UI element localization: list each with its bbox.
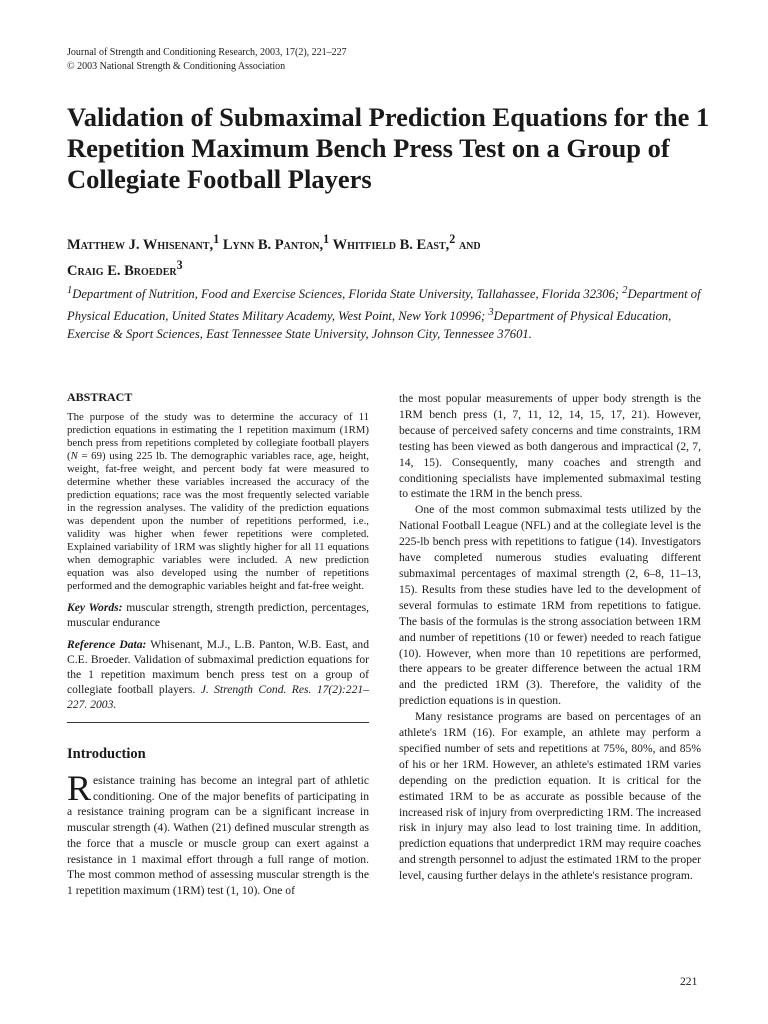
page-number: 221	[680, 975, 698, 988]
abstract-text	[67, 411, 369, 593]
introduction-text	[67, 768, 369, 899]
abstract-text-part: The purpose of the study was to determine the accuracy of 11 prediction equations in estimating the 1 repetition maximum (1RM) bench press from repetitions completed by collegiate football players (	[67, 411, 369, 462]
reference-data-journal: J. Strength Cond. Res. 17(2):221–227. 2003.	[67, 683, 369, 711]
author-affiliation-mark: 1	[323, 232, 330, 246]
affiliation-text: Department of Physical Education, United States Military Academy, West Point, New York 10996;	[67, 287, 701, 324]
affiliation-text: Department of Nutrition, Food and Exercise Sciences, Florida State University, Tallahassee, Florida 32306;	[72, 287, 623, 302]
abstract-heading: ABSTRACT	[67, 390, 133, 404]
section-divider	[67, 722, 369, 723]
author-name: Whitfield B. East,	[329, 236, 450, 253]
reference-data	[67, 637, 369, 712]
abstract-text-part: = 69) using 225 lb. The demographic variables race, age, height, weight, fat-free weight, and percent body fat were measured to determine whether these variables increased the accuracy of the prediction equations; race was the most frequently selected variable in the regression analyses. The validity of the prediction equations was dependent upon the number of repetitions performed, i.e., validity was higher when fewer repetitions were completed. Explained variability of 1RM was slightly higher for all 11 equations when demographic variables were included. A new prediction equation was also developed using the number of repetitions performed and the demographic variables height and fat-free weight.	[67, 450, 369, 592]
author-name: Craig E. Broeder	[67, 262, 177, 279]
body-paragraph: Many resistance programs are based on percentages of an athlete's 1RM (16). For example, an athlete may perform a specified number of sets and repetitions at 75%, 80%, and 85% of his or her 1RM. However, an athlete's estimated 1RM varies depending on the prediction equation. It is critical for the estimated 1RM to be as accurate as possible because of the increased risk of injury from overpredicting 1RM. The increased risk in injury may also lead to lost training time. In addition, prediction equations that underpredict 1RM may require coaches and strength personnel to adjust the estimated 1RM to the proper level, causing further delays in the athlete's resistance program.	[399, 710, 701, 883]
journal-header	[67, 46, 567, 74]
keywords-text: muscular strength, strength prediction, percentages, muscular endurance	[67, 601, 369, 629]
author-name: Lynn B. Panton,	[219, 236, 324, 253]
reference-data-label: Reference Data:	[67, 638, 147, 651]
right-column	[399, 391, 701, 884]
affiliations	[67, 282, 703, 343]
affiliation-mark: 3	[488, 306, 494, 318]
body-paragraph: the most popular measurements of upper body strength is the 1RM bench press (1, 7, 11, 12, 14, 15, 17, 21). However, because of perceived safety concerns and time constraints, 1RM testing has been viewed as both dangerous and impractical (2, 7, 14, 15). Consequently, many coaches and strength and conditioning specialists have implemented submaximal testing to estimate the 1RM in the bench press.	[399, 392, 701, 501]
abstract-n-symbol: N	[70, 450, 78, 462]
journal-copyright: © 2003 National Strength & Conditioning Association	[67, 61, 286, 72]
keywords	[67, 600, 369, 630]
introduction-body: esistance training has become an integral part of athletic conditioning. One of the major benefits of participating in a resistance training program can be a significant increase in muscular strength (4). Wathen (21) defined muscular strength as the force that a muscle or muscle group can exert against a resistance in 1 maximal effort through a full range of motion. The most common method of assessing muscular strength is the 1 repetition maximum (1RM) test (1, 10). One of	[67, 774, 369, 897]
affiliation-mark: 2	[622, 285, 628, 296]
author-name: Matthew J. Whisenant,	[67, 236, 214, 253]
author-affiliation-mark: 3	[176, 257, 183, 272]
introduction-heading: Introduction	[67, 746, 146, 762]
author-conjunction: and	[455, 236, 481, 253]
affiliation-text: Department of Physical Education, Exercise & Sport Sciences, East Tennessee State University, Johnson City, Tennessee 37601.	[67, 309, 672, 341]
reference-data-text: Whisenant, M.J., L.B. Panton, W.B. East, and C.E. Broeder. Validation of submaximal prediction equations for the 1 repetition maximum bench press test on a group of collegiate football players.	[67, 638, 370, 696]
author-affiliation-mark: 1	[213, 232, 220, 246]
drop-cap: R	[67, 768, 92, 808]
paper-title: Validation of Submaximal Prediction Equations for the 1 Repetition Maximum Bench Press Test on a Group of Collegiate Football Players	[67, 102, 710, 194]
body-paragraph: One of the most common submaximal tests utilized by the National Football League (NFL) and at the collegiate level is the 225-lb bench press with repetitions to fatigue (14). Investigators have completed numerous studies evaluating different submaximal percentages of maximal strength (2, 6–8, 11–13, 15). Results from these studies have led to the development of several formulas to estimate 1RM from repetitions to fatigue. The basis of the formulas is the strong association between 1RM and number of repetitions (10 or fewer) needed to reach fatigue (10). However, when more than 10 repetitions are performed, there appears to be greater difference between the actual 1RM and the predicted 1RM (3). Therefore, the validity of the prediction equations is in question.	[399, 503, 701, 708]
left-column	[67, 390, 369, 899]
keywords-label: Key Words:	[67, 601, 123, 614]
affiliation-mark: 1	[67, 285, 73, 296]
journal-citation: Journal of Strength and Conditioning Research, 2003, 17(2), 221–227	[67, 47, 347, 58]
author-list	[67, 229, 707, 281]
author-affiliation-mark: 2	[449, 232, 456, 246]
